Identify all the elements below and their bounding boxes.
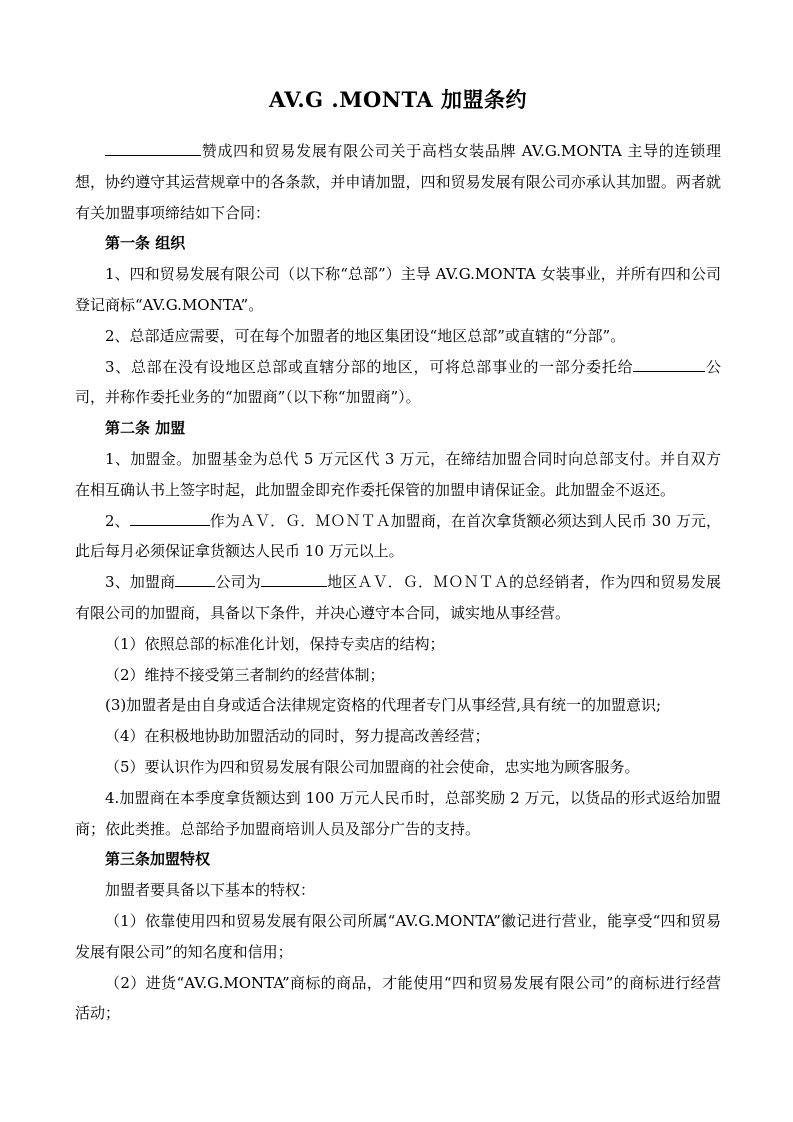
document-title: AV.G .MONTA 加盟条约 — [268, 87, 528, 112]
article-1-clause-3-text-a: 3、总部在没有设地区总部或直辖分部的地区，可将总部事业的一部分委托给 — [105, 357, 634, 376]
region-blank[interactable] — [261, 571, 327, 587]
article-3-heading: 第三条加盟特权 — [105, 850, 211, 869]
article-2-clause-3-text-b: 公司为 — [215, 573, 261, 592]
party-name-blank[interactable] — [105, 140, 201, 156]
list-item: （1）依照总部的标准化计划，保持专卖店的结构； — [105, 634, 445, 653]
article-1-heading: 第一条 组织 — [105, 234, 186, 253]
article-3-privilege-2: （2）进货“AV.G.MONTA”商标的商品，才能使用“四和贸易发展有限公司”的商标进行经营活动； — [75, 973, 721, 1023]
article-1-clause-3 — [75, 352, 721, 414]
article-2-clause-2-text-b: 作为ＡＶ．Ｇ．ＭＯＮＴＡ加盟商，在首次拿货额必须达到人民币 30 万元，此后每月必须保证拿货额达人民币 10 万元以上。 — [75, 511, 721, 561]
article-1-clause-1: 1、四和贸易发展有限公司（以下称“总部”）主导 AV.G.MONTA 女装事业，并所有四和公司登记商标“AV.G.MONTA”。 — [75, 265, 721, 314]
list-item: （2）维持不接受第三者制约的经营体制； — [105, 665, 385, 684]
list-item: （5）要认识作为四和贸易发展有限公司加盟商的社会使命，忠实地为顾客服务。 — [105, 757, 640, 776]
article-2-clause-1: 1、加盟金。加盟基金为总代 5 万元区代 3 万元，在缔结加盟合同时向总部支付。并自双方在相互确认书上签字时起，此加盟金即充作委托保管的加盟申请保证金。此加盟金不返还。 — [75, 449, 721, 499]
article-3-lead: 加盟者要具备以下基本的特权： — [105, 881, 316, 900]
article-1-clause-3-text-b: 公司，并称作委托业务的“加盟商”（以下称“加盟商”）。 — [75, 357, 721, 407]
entrusted-company-blank[interactable] — [633, 356, 705, 372]
article-2-clause-4: 4.加盟商在本季度拿货额达到 100 万元人民币时，总部奖励 2 万元，以货品的形式返给加盟商；依此类推。总部给予加盟商培训人员及部分广告的支持。 — [75, 788, 721, 838]
franchisee-name-blank[interactable] — [130, 510, 210, 526]
intro-text: 赞成四和贸易发展有限公司关于高档女装品牌 AV.G.MONTA 主导的连锁理想，协约遵守其运营规章中的各条款，并申请加盟，四和贸易发展有限公司亦承认其加盟。两者就有关加盟事项缔结如下合同： — [75, 142, 721, 222]
article-3-privilege-1: （1）依靠使用四和贸易发展有限公司所属“AV.G.MONTA”徽记进行营业，能享受“四和贸易发展有限公司”的知名度和信用； — [75, 911, 721, 961]
article-2-clause-3 — [75, 567, 721, 629]
franchisee-company-blank[interactable] — [175, 571, 215, 587]
intro-paragraph — [75, 136, 721, 228]
list-item: (3)加盟者是由自身或适合法律规定资格的代理者专门从事经营,具有统一的加盟意识; — [105, 696, 662, 715]
article-2-clause-3-text-c: 地区ＡＶ．Ｇ．ＭＯＮＴＡ的总经销者，作为四和贸易发展有限公司的加盟商，具备以下条件，并决心遵守本合同，诚实地从事经营。 — [75, 573, 721, 622]
article-2-clause-2-text-a: 2、 — [105, 511, 130, 530]
article-2-heading: 第二条 加盟 — [105, 419, 186, 438]
list-item: （4）在积极地协助加盟活动的同时，努力提高改善经营； — [105, 727, 490, 746]
article-2-clause-2 — [75, 506, 721, 568]
article-1-clause-2: 2、总部适应需要，可在每个加盟者的地区集团设“地区总部”或直辖的“分部”。 — [105, 326, 626, 345]
article-2-clause-3-text-a: 3、加盟商 — [105, 573, 176, 592]
